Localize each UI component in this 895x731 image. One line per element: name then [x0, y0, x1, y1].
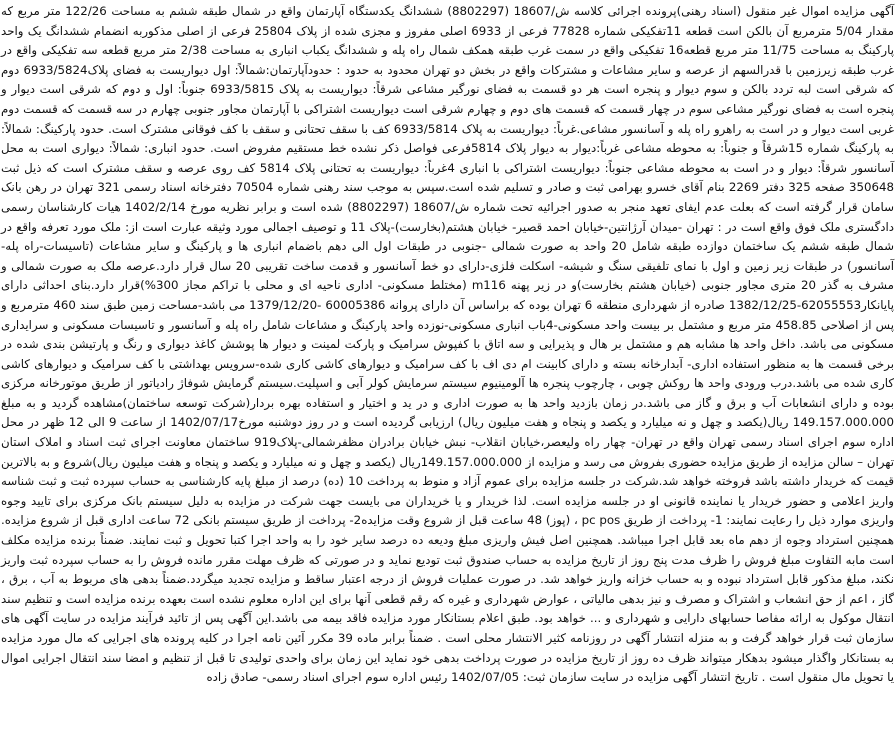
notice-body-text: آگهی مزایده اموال غیر منقول (اسناد رهنی)پرونده اجرائی کلاسه ش/18607 (8802297) ششدانگ یکدستگاه آپارتمان واقع در شمال طبقه ششم به مساحت 122/26 متر مربع که مقدار 5/04 مترمربع آن بالکن است قطعه 11تفکیکی شماره 77828 فرعی از 6933 اصلی مفروز و مجزی شده از پلاک 25804 فرعی از اصلی مذکوربه انضمام ششدانگ یک واحد پارکینگ به مساحت 11/75 متر مربع قطعه16 تفکیکی واقع در سمت غرب طبقه همکف شمال راه پله و ششدانگ یکباب انباری به مساحت 2/38 متر مربع قطعه سه تفکیکی واقع در غرب طبقه زیرزمین با قدرالسهم از عرصه و سایر مشاعات و مشترکات واقع در بخش دو تهران محدود به حدود : حدودآپارتمان:شمالاً: اول دیواریست به فضای پلاک6933/5824 دوم که شرقی است لبه تردد بالکن و سوم دیوار و پنجره است هر دو قسمت به فضای نورگیر مشاعی شرقاً: دیواریست به پلاک 6933/5815 جنوباً: اول و دوم که شرقی است دیوار و پنجره است به فضای نورگیر مشاعی سوم در چهار قسمت که قسمت های دوم و چهارم شرقی است دیواریست اشتراکی با آپارتمان مجاور جنوبی چهارم در سه قسمت که قسمت دوم غربی است دیوار و در است به راهرو راه پله و آسانسور مشاعی.غرباً: دیواریست به پلاک 6933/5814 کف با سقف تحتانی و سقف با کف فوقانی مشترک است. حدود پارکینگ: شمالاً: به پارکینگ شماره 15شرقاً و جنوباً: به محوطه مشاعی غرباً:دیوار به دیوار پلاک 5814فرعی فواصل ذکر نشده خط مستقیم مفروض است. حدود انباری: شمالاً: دیواری است به محل آسانسور شرقاً: دیوار و در است به محوطه مشاعی جنوباً: دیواریست اشتراکی با انباری 4غرباً: دیواریست به تحتانی پلاک 5814 کف روی عرصه و سقف مشترک است که ذیل ثبت 350648 صفحه 325 دفتر 2269 بنام آقای خسرو بهرامی ثبت و صادر و تسلیم شده است.سپس به موجب سند رهنی شماره 70504 دفترخانه اسناد رسمی 321 تهران در رهن بانک سامان قرار گرفته است که بعلت عدم ایفای تعهد منجر به صدور اجرائیه تحت شماره ش/18607 (8802297) شده است و برابر نظریه مورخ 1402/2/14 هیات کارشناسان رسمی دادگستری ملک فوق واقع است در : تهران -میدان آرژانتین-خیابان احمد قصیر- خیابان هشتم(بخارست)-پلاک 11 و توصیف اجمالی مورد وثیقه عبارت است از: ملک مورد تعرفه واقع در شمال طبقه ششم یک ساختمان دوازده طبقه شامل 20 واحد به صورت شمالی -جنوبی در طبقات اول الی دهم باضمام انباری ها و پارکینگ و سایر مشاعات (تاسیسات-راه پله-آسانسور) در طبقات زیر زمین و اول با نمای تلفیقی سنگ و شیشه- اسکلت فلزی-دارای دو خط آسانسور و قدمت ساخت تقریبی 20 سال قرار دارد.عرصه ملک به صورت شمالی و مشرف به گذر 20 متری مجاور جنوبی (خیابان هشتم بخارست)و در زیر پهنه m116 (مختلط مسکونی- اداری ناحیه ای و محلی با تراکم مجاز 300%)قرار دارد.بنای احداثی دارای پایانکار62055553-1382/12/25 صادره از شهرداری منطقه 6 تهران بوده که براساس آن دارای پروانه 60005386 -1379/12/20 می باشد-مساحت زمین طبق سند 460 مترمربع و پس از اصلاحی 458.85 متر مربع و مشتمل بر بیست واحد مسکونی-4باب انباری مسکونی-نوزده واحد پارکینگ و مشاعات شامل راه پله و آسانسور و تاسیسات مسکونی و سرایداری مسکونی می باشد. داخل واحد ها مشابه هم و مشتمل بر هال و پذیرایی و سه اتاق با کفپوش سرامیک و پارکت لمینت و دیوار ها پوشش کاغذ دیواری و رنگ و پارتیشن بندی شده در برخی قسمت ها به منظور استفاده اداری- آبدارخانه بسته و دارای کابینت ام دی اف با کف سرامیک و دیوارهای کاشی کاری شده-سرویس بهداشتی با کف سرامیک و دیوارهای کاشی کاری شده می باشد.درب ورودی واحد ها روکش چوبی ، چارچوب پنجره ها آلومینیوم سیستم سرمایش کولر آبی و اسپلیت.سیستم گرمایش شوفاژ رادیاتور از طریق موتورخانه مرکزی بوده و دارای انشعابات آب و برق و گاز می باشد.در زمان بازدید واحد ها به صورت اداری و در ید و اختیار و استفاده بهره بردار(شرکت توسعه ساختمان)مشاهده گردید و به مبلغ 149.157.000.000 ریال(یکصد و چهل و نه میلیارد و یکصد و پنجاه و هفت میلیون ریال) ارزیابی گردیده است و در روز دوشنبه مورخ1402/07/17 از ساعت 9 الی 12 ظهر در محل اداره سوم اجرای اسناد رسمی تهران واقع در تهران- چهار راه ولیعصر،خیابان انقلاب- نبش خیابان برادران مظفرشمالی-پلاک919 ساختمان معاونت اجرای ثبت اسناد و املاک استان تهران – سالن مزایده از طریق مزایده حضوری بفروش می رسد و مزایده از 149.157.000.000ریال (یکصد و چهل و نه میلیارد و یکصد و پنجاه و هفت میلیون ریال)شروع و به بالاترین قیمت که خریدار داشته باشد فروخته خواهد شد.شرکت در جلسه مزایده برای عموم آزاد و منوط به پرداخت 10 (ده) درصد از مبلغ پایه کارشناسی به حساب سپرده ثبت و ثبت شناسه واریز اعلامی و حضور خریدار یا نماینده قانونی او در جلسه مزایده است. لذا خریدار و یا خریداران می بایست جهت شرکت در مزایده به دلیل سیستم بانک مرکزی برای تایید وجوه واریزی موارد ذیل را رعایت نمایند: 1- پرداخت از طریق pc pos ، (پوز) 48 ساعت قبل از شروع وقت مزایده2- پرداخت از طریق سیستم بانکی 72 ساعت اداری قبل از شروع مزایده. همچنین استرداد وجوه از دهم ماه بعد قابل اجرا میباشد. همچنین اصل فیش واریزی مبلغ ودیعه ده درصد سایر خود را به واحد اجرا کتبا تحویل و ثبت نمایند. ضمناً برنده مزایده مکلف است مابه التفاوت مبلغ فروش را ظرف مدت پنج روز از تاریخ مزایده به حساب صندوق ثبت تودیع نماید و در صورتی که ظرف مهلت مقرر مانده فروش را به حساب سپرده ثبت واریز نکند، مبلغ مذکور قابل استرداد نبوده و به حساب خزانه واریز خواهد شد. در صورت عملیات فروش از درجه اعتبار ساقط و مزایده تجدید میگردد.ضمناً بدهی های مربوط به آب ، برق ، گاز ، اعم از حق انشعاب و اشتراک و مصرف و نیز بدهی مالیاتی ، عوارض شهرداری و غیره که رقم قطعی آنها برای این اداره معلوم نشده است بعهده برنده مزایده است و تنظیم سند انتقال موکول به ارائه مفاصا حسابهای دارایی و شهرداری و ... خواهد بود. طبق اعلام بستانکار مورد مزایده فاقد بیمه می باشد.این آگهی پس از تائید فرآیند مزایده در سایت آگهی های سازمان ثبت قرار خواهد گرفت و به منزله انتشار آگهی در روزنامه کثیر الانتشار محلی است . ضمناً برابر ماده 39 مکرر آئین نامه اجرا در کلیه پرونده های اجرایی که مال مورد مزایده به بستانکار واگذار میشود بدهکار میتواند ظرف ده روز از تاریخ مزایده در صورت پرداخت بدهی خود نماید این زمان برای واحدی تولیدی تا قبل از تنظیم و امضا سند انتقال اجرایی اموال یا تحویل مال منقول است . تاریخ انتشار آگهی مزایده در سایت سازمان ثبت: 1402/07/05 رئیس اداره سوم اجرای اسناد رسمی- صادق زاده	[1, 4, 895, 685]
auction-notice	[0, 2, 895, 688]
